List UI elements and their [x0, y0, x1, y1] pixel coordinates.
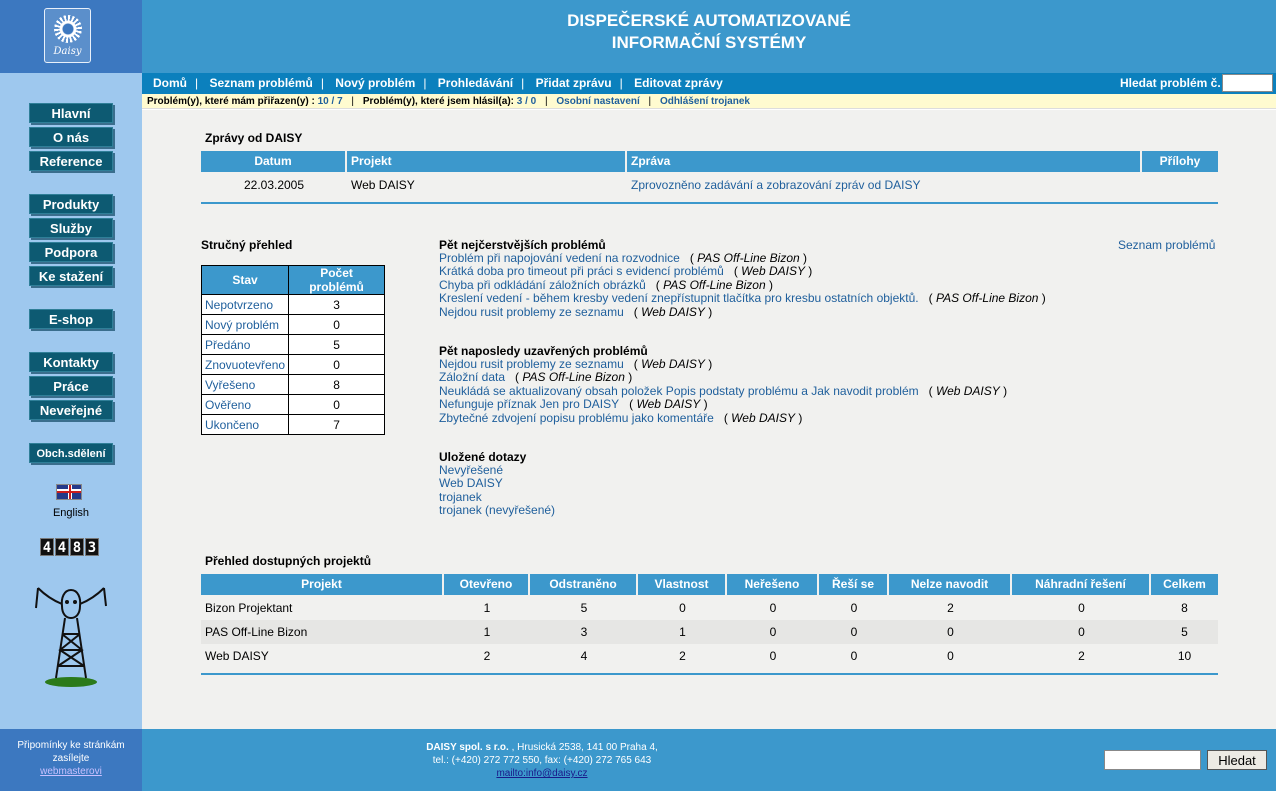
table-row [202, 335, 385, 355]
assigned-count-link[interactable]: 10 / 7 [317, 96, 343, 107]
sidebar-footer-text1: Připomínky ke stránkám [17, 740, 125, 751]
projects-col-removed: Odstraněno [530, 574, 636, 595]
divider [201, 673, 1218, 675]
list-item: Nejdou rusit problemy ze seznamu ( Web DAISY ) [439, 357, 713, 371]
project-cell: 0 [947, 625, 954, 639]
page-title-line1: DISPEČERSKÉ AUTOMATIZOVANÉ [567, 11, 851, 30]
project-cell: 0 [769, 601, 777, 615]
state-link[interactable]: Znovuotevřeno [202, 355, 289, 375]
uk-flag-icon[interactable] [56, 484, 82, 500]
nav-button-eshop[interactable]: E-shop [29, 309, 113, 329]
problem-link[interactable]: Problém při napojování vedení na rozvodnice [439, 251, 680, 265]
table-row [202, 315, 385, 335]
webmaster-link[interactable]: webmasterovi [40, 766, 102, 777]
summary-col-state: Stav [202, 266, 289, 295]
messages-col-message: Zpráva [627, 151, 1140, 172]
state-count: 0 [289, 355, 385, 375]
state-link[interactable]: Předáno [202, 335, 289, 355]
project-cell: 2 [679, 649, 686, 663]
message-date: 22.03.2005 [243, 178, 305, 192]
problem-link[interactable]: Neukládá se aktualizovaný obsah položek Popis podstaty problému a Jak navodit problém [439, 383, 919, 398]
project-cell: 5 [1181, 625, 1188, 639]
state-link[interactable]: Nepotvrzeno [202, 295, 289, 315]
daisy-logo[interactable] [44, 8, 91, 63]
state-count: 0 [289, 395, 385, 415]
summary-title: Stručný přehled [201, 238, 293, 252]
daisy-flower-icon [54, 15, 82, 43]
left-sidebar [0, 0, 142, 791]
nav-button-obch-sdeleni[interactable]: Obch.sdělení [29, 443, 113, 463]
table-row [201, 620, 1218, 644]
main-content [142, 110, 1276, 729]
list-item: Nejdou rusit problemy ze seznamu ( Web DAISY ) [439, 304, 713, 319]
projects-table [201, 596, 1218, 668]
summary-col-count: Počet problémů [289, 266, 385, 295]
reported-label: Problém(y), které jsem hlásil(a): [362, 96, 514, 107]
closed-list [439, 358, 1007, 425]
table-row [202, 415, 385, 435]
state-link[interactable]: Vyřešeno [202, 375, 289, 395]
problem-link[interactable]: Kreslení vedení - během kresby vedení znepřístupnit tlačítka pro kresbu ostatních objektů. [439, 291, 919, 306]
project-cell: 3 [580, 625, 588, 639]
projects-col-open: Otevřeno [444, 574, 528, 595]
state-link[interactable]: Ověřeno [202, 395, 289, 415]
project-cell: 10 [1177, 649, 1192, 663]
project-cell: 0 [679, 601, 686, 615]
page-title-line2: INFORMAČNÍ SYSTÉMY [611, 33, 807, 52]
table-row [201, 644, 1218, 668]
page-header [142, 0, 1276, 73]
menu-item-seznam-problemu[interactable]: Seznam problémů [209, 76, 313, 90]
closed-title: Pět naposledy uzavřených problémů [439, 344, 648, 358]
saved-queries-title: Uložené dotazy [439, 450, 527, 464]
problem-project: PAS Off-Line Bizon [522, 370, 625, 385]
messages-col-project: Projekt [347, 151, 625, 172]
problem-link[interactable]: Chyba při odkládání záložních obrázků [439, 277, 646, 292]
footer-search-button[interactable]: Hledat [1207, 750, 1267, 770]
projects-title: Přehled dostupných projektů [205, 554, 372, 568]
list-item: Záložní data ( PAS Off-Line Bizon ) [439, 370, 633, 385]
menu-item-prohledavani[interactable]: Prohledávání [437, 76, 514, 90]
projects-col-solving: Řeší se [819, 574, 887, 595]
assigned-label: Problém(y), které mám přiřazen(y) : [147, 96, 315, 107]
project-cell: 2 [483, 649, 491, 663]
page-title [142, 10, 1276, 54]
menu-item-domu[interactable]: Domů [153, 76, 187, 90]
project-name: PAS Off-Line Bizon [205, 625, 308, 639]
messages-col-date: Datum [201, 151, 345, 172]
list-item: Chyba při odkládání záložních obrázků ( PAS Off-Line Bizon ) [439, 277, 773, 292]
project-cell: 2 [1078, 649, 1085, 663]
problem-link[interactable]: Zbytečné zdvojení popisu problému jako komentáře [439, 410, 714, 425]
problem-list-link[interactable]: Seznam problémů [1118, 238, 1216, 252]
project-cell: 0 [1078, 601, 1085, 615]
state-count: 0 [289, 315, 385, 335]
nav-button-reference[interactable]: Reference [29, 151, 113, 171]
problem-project: Web DAISY [636, 397, 701, 412]
problem-project: Web DAISY [641, 357, 705, 371]
divider [201, 202, 1218, 204]
message-text-link[interactable]: Zprovozněno zadávání a zobrazování zpráv od DAISY [631, 178, 921, 192]
email-link[interactable]: mailto:info@daisy.cz [496, 768, 588, 779]
project-cell: 0 [1078, 625, 1085, 639]
project-cell: 1 [483, 601, 491, 615]
summary-table [201, 265, 385, 435]
list-item: Zbytečné zdvojení popisu problému jako komentáře ( Web DAISY ) [439, 410, 803, 425]
table-row [202, 355, 385, 375]
problem-project: PAS Off-Line Bizon [663, 277, 766, 292]
saved-query-link[interactable]: trojanek [439, 489, 482, 504]
projects-col-feature: Vlastnost [638, 574, 725, 595]
message-project: Web DAISY [351, 178, 415, 192]
state-count: 5 [289, 335, 385, 355]
list-item: Kreslení vedení - během kresby vedení znepřístupnit tlačítka pro kresbu ostatních objektů. ( PAS Off-Line Bizon ) [439, 291, 1046, 306]
nav-button-sluzby[interactable]: Služby [29, 218, 113, 238]
list-item: Krátká doba pro timeout při práci s evidencí problémů ( Web DAISY ) [439, 264, 813, 279]
projects-col-project: Projekt [201, 574, 442, 595]
company-street: , Hrusická 2538, 141 00 Praha 4, [511, 742, 658, 753]
personal-settings-link[interactable]: Osobní nastavení [556, 96, 640, 107]
table-row [202, 375, 385, 395]
company-name: DAISY spol. s r.o. [426, 742, 509, 753]
nav-button-ke-stazeni[interactable]: Ke stažení [29, 266, 113, 286]
nav-button-prace[interactable]: Práce [29, 376, 113, 396]
project-cell: 1 [679, 625, 686, 639]
footer-search-input[interactable] [1104, 750, 1201, 770]
counter-digit: 8 [70, 538, 84, 556]
project-cell: 0 [850, 601, 858, 615]
state-count: 7 [289, 415, 385, 435]
company-address [392, 741, 692, 780]
top-menu: Domů | Seznam problémů | Nový problém | Prohledávání | Přidat zprávu | Editovat zprávy Hledat problém č. [142, 73, 1276, 94]
counter-digit: 4 [55, 538, 69, 556]
problem-project: Web DAISY [641, 304, 705, 319]
problem-project: Web DAISY [935, 383, 1000, 398]
project-cell: 0 [947, 649, 954, 663]
problem-project: PAS Off-Line Bizon [935, 291, 1039, 306]
reported-count-link[interactable]: 3 / 0 [516, 96, 537, 107]
problem-number-input[interactable] [1222, 74, 1273, 92]
table-row [202, 395, 385, 415]
nav-button-produkty[interactable]: Produkty [29, 194, 113, 214]
problem-link[interactable]: Nefunguje příznak Jen pro DAISY [439, 397, 620, 412]
project-cell: 0 [850, 625, 858, 639]
project-cell: 2 [947, 601, 954, 615]
sidebar-footer [0, 729, 142, 791]
project-cell: 1 [483, 625, 491, 639]
project-name: Bizon Projektant [205, 601, 293, 615]
newest-title: Pět nejčerstvějších problémů [439, 238, 606, 252]
project-cell: 0 [769, 625, 777, 639]
state-link[interactable]: Nový problém [202, 315, 289, 335]
projects-col-unsolved: Neřešeno [727, 574, 817, 595]
message-attachments [1142, 178, 1218, 192]
list-item: Neukládá se aktualizovaný obsah položek Popis podstaty problému a Jak navodit problém ( Web DAISY ) [439, 383, 1008, 398]
table-row [201, 596, 1218, 620]
projects-col-workaround: Náhradní řešení [1012, 574, 1149, 595]
problem-link[interactable]: Záložní data [439, 370, 506, 385]
counter-digit: 4 [40, 538, 54, 556]
nav-button-kontakty[interactable]: Kontakty [29, 352, 113, 372]
nav-button-o-nas[interactable]: O nás [29, 127, 113, 147]
problem-project: Web DAISY [731, 410, 795, 425]
state-link[interactable]: Ukončeno [202, 415, 289, 435]
logout-link[interactable]: Odhlášení trojanek [659, 96, 750, 107]
logo-area [0, 0, 142, 73]
user-info-bar: Problém(y), které mám přiřazen(y) : 10 / 7 | Problém(y), které jsem hlásil(a): 3 / 0 | Osobní nastavení | Odhlášení trojanek [142, 94, 1276, 109]
project-cell: 8 [1181, 601, 1188, 615]
problem-link[interactable]: Krátká doba pro timeout při práci s evidencí problémů [439, 264, 724, 279]
table-row [201, 178, 1218, 192]
list-item: Nefunguje příznak Jen pro DAISY ( Web DAISY ) [439, 397, 708, 412]
pylon-mascot-icon [34, 584, 108, 688]
saved-query-link[interactable]: trojanek (nevyřešené) [439, 503, 556, 518]
nav-button-hlavni[interactable]: Hlavní [29, 103, 113, 123]
menu-item-editovat-zpravy[interactable]: Editovat zprávy [634, 76, 723, 90]
problem-project: PAS Off-Line Bizon [697, 251, 800, 265]
counter-digit: 3 [85, 538, 99, 556]
company-phone: tel.: (+420) 272 772 550, fax: (+420) 272 765 643 [432, 755, 652, 766]
nav-button-podpora[interactable]: Podpora [29, 242, 113, 262]
saved-queries-list [439, 464, 555, 518]
projects-col-not-reproducible: Nelze navodit [889, 574, 1010, 595]
messages-title: Zprávy od DAISY [205, 131, 303, 145]
state-count: 8 [289, 375, 385, 395]
project-cell: 5 [580, 601, 588, 615]
messages-col-attachments: Přílohy [1142, 151, 1218, 172]
project-cell: 0 [850, 649, 858, 663]
problem-search-label: Hledat problém č. [1120, 76, 1221, 90]
project-cell: 4 [580, 649, 588, 663]
problem-link[interactable]: Nejdou rusit problemy ze seznamu [439, 304, 624, 319]
language-english[interactable]: English [52, 507, 90, 519]
projects-col-total: Celkem [1151, 574, 1218, 595]
newest-list [439, 252, 1046, 319]
list-item: Problém při napojování vedení na rozvodnice ( PAS Off-Line Bizon ) [439, 251, 808, 265]
project-name: Web DAISY [205, 649, 269, 663]
menu-item-pridat-zpravu[interactable]: Přidat zprávu [535, 76, 612, 90]
saved-query-link[interactable]: Nevyřešené [439, 463, 504, 477]
project-cell: 0 [769, 649, 777, 663]
table-row [202, 295, 385, 315]
visit-counter [40, 538, 99, 556]
saved-query-link[interactable]: Web DAISY [439, 476, 503, 491]
problem-link[interactable]: Nejdou rusit problemy ze seznamu [439, 357, 624, 371]
nav-button-neverejne[interactable]: Neveřejné [29, 400, 113, 420]
page-footer [142, 729, 1276, 791]
menu-item-novy-problem[interactable]: Nový problém [335, 76, 416, 90]
problem-project: Web DAISY [741, 264, 805, 279]
projects-header-row [201, 574, 1218, 595]
sidebar-footer-text2: zasílejte [52, 753, 90, 764]
state-count: 3 [289, 295, 385, 315]
messages-header-row [201, 151, 1220, 172]
logo-text: Daisy [53, 46, 82, 57]
